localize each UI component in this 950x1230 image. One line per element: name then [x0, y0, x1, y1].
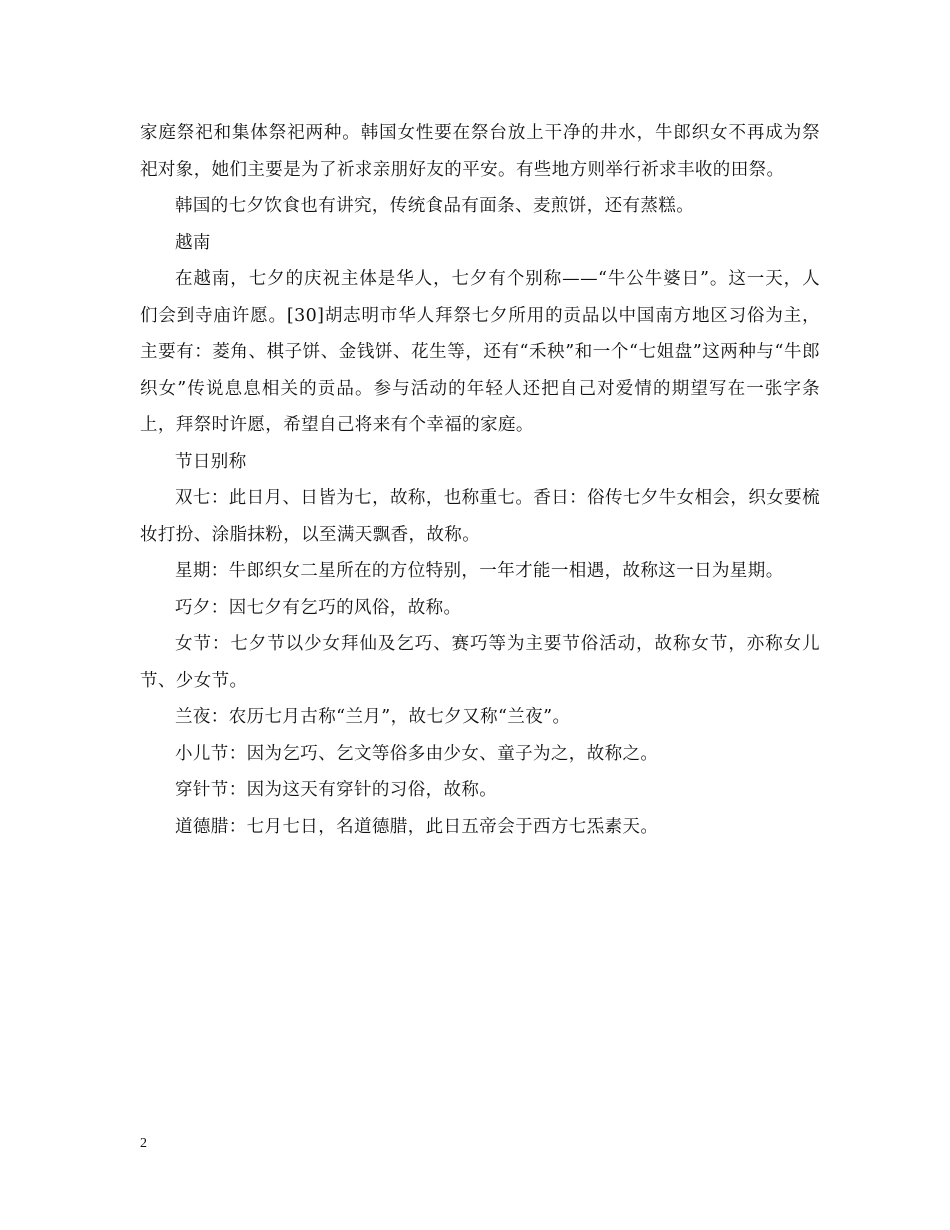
section-heading-alternate-names: 节日别称 — [175, 451, 247, 472]
paragraph-qiaoxi: 巧夕：因七夕有乞巧的风俗，故称。 — [175, 597, 462, 618]
paragraph-daodela: 道德腊：七月七日，名道德腊，此日五帝会于西方七炁素天。 — [175, 816, 659, 837]
paragraph-korea-rituals: 家庭祭祀和集体祭祀两种。韩国女性要在祭台放上干净的井水，牛郎织女不再成为祭祀对象，她们主要是为了祈求亲朋好友的平安。有些地方则举行祈求丰收的田祭。 — [140, 123, 820, 180]
paragraph-nvjie: 女节：七夕节以少女拜仙及乞巧、赛巧等为主要节俗活动，故称女节，亦称女儿节、少女节。 — [140, 634, 820, 691]
paragraph-vietnam: 在越南，七夕的庆祝主体是华人，七夕有个别称——“牛公牛婆日”。这一天，人们会到寺庙许愿。[30]胡志明市华人拜祭七夕所用的贡品以中国南方地区习俗为主，主要有：菱角、棋子饼、金钱饼、花生等，还有“禾秧”和一个“七姐盘”这两种与“牛郎织女”传说息息相关的贡品。参与活动的年轻人还把自己对爱情的期望写在一张字条上，拜祭时许愿，希望自己将来有个幸福的家庭。 — [140, 269, 820, 435]
section-heading-vietnam: 越南 — [175, 232, 211, 253]
paragraph-xiaoerjie: 小儿节：因为乞巧、乞文等俗多由少女、童子为之，故称之。 — [175, 743, 659, 764]
paragraph-lanye: 兰夜：农历七月古称“兰月”，故七夕又称“兰夜”。 — [175, 707, 571, 727]
document-body — [140, 115, 820, 845]
paragraph-chuanzhenjie: 穿针节：因为这天有穿针的习俗，故称。 — [175, 780, 498, 800]
paragraph-korea-food: 韩国的七夕饮食也有讲究，传统食品有面条、麦煎饼，还有蒸糕。 — [175, 196, 695, 216]
paragraph-shuangqi-xiangri: 双七：此日月、日皆为七，故称，也称重七。香日：俗传七夕牛女相会，织女要梳妆打扮、涂脂抹粉，以至满天飘香，故称。 — [140, 488, 820, 545]
page-number: 2 — [140, 1136, 147, 1151]
paragraph-xingqi: 星期：牛郎织女二星所在的方位特别，一年才能一相遇，故称这一日为星期。 — [175, 561, 784, 581]
